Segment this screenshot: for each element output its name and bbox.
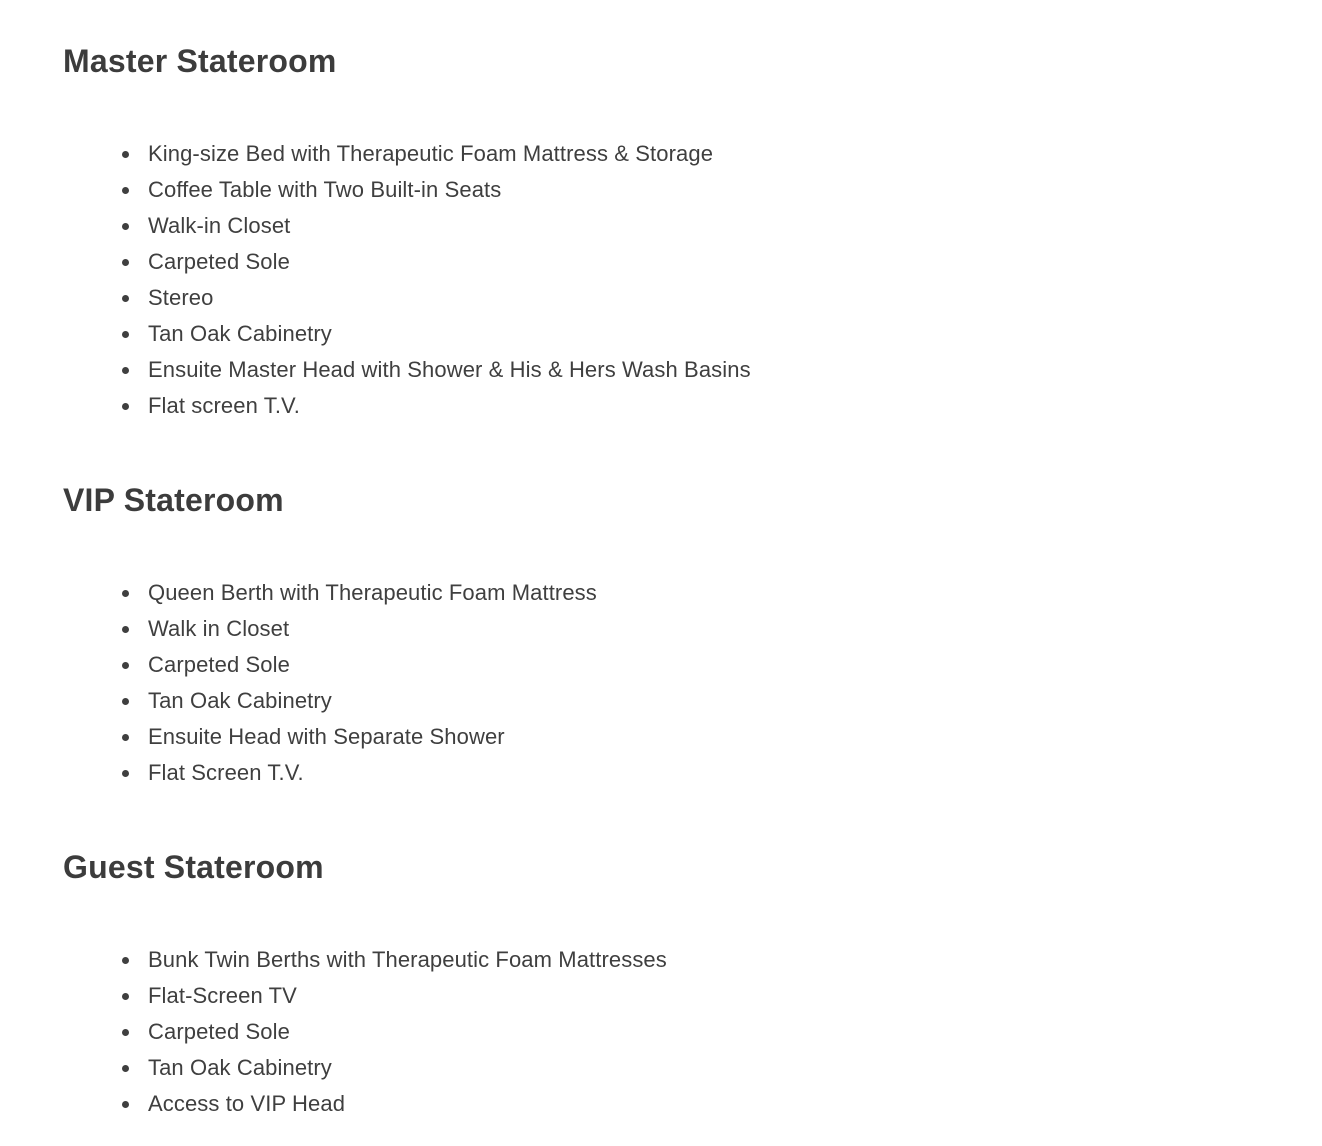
bullet-icon bbox=[122, 295, 129, 302]
feature-list-item bbox=[63, 244, 1282, 280]
feature-list-item-text: Carpeted Sole bbox=[148, 249, 290, 274]
bullet-icon bbox=[122, 770, 129, 777]
bullet-icon bbox=[122, 698, 129, 705]
feature-list-item bbox=[63, 683, 1282, 719]
bullet-icon bbox=[122, 331, 129, 338]
feature-list-item bbox=[63, 388, 1282, 424]
feature-list-item-text: Access to VIP Head bbox=[148, 1091, 346, 1116]
bullet-icon bbox=[122, 1029, 129, 1036]
feature-list-item bbox=[63, 647, 1282, 683]
feature-list-item-text: Stereo bbox=[148, 285, 214, 310]
feature-list-item-text: Carpeted Sole bbox=[148, 652, 290, 677]
feature-list-item-text: Queen Berth with Therapeutic Foam Mattress bbox=[148, 580, 597, 605]
feature-list-item bbox=[63, 352, 1282, 388]
bullet-icon bbox=[122, 151, 129, 158]
bullet-icon bbox=[122, 957, 129, 964]
feature-list-item bbox=[63, 208, 1282, 244]
feature-list-item-text: King-size Bed with Therapeutic Foam Mattress & Storage bbox=[148, 141, 714, 166]
bullet-icon bbox=[122, 403, 129, 410]
section-title: Guest Stateroom bbox=[63, 849, 324, 885]
feature-list-item-text: Flat-Screen TV bbox=[148, 983, 297, 1008]
feature-list-item-text: Walk in Closet bbox=[148, 616, 290, 641]
bullet-icon bbox=[122, 590, 129, 597]
feature-list-item-text: Tan Oak Cabinetry bbox=[148, 321, 332, 346]
feature-list-item-text: Ensuite Master Head with Shower & His & Hers Wash Basins bbox=[148, 357, 751, 382]
stateroom-section bbox=[63, 481, 1282, 791]
feature-list-item-text: Coffee Table with Two Built-in Seats bbox=[148, 177, 502, 202]
feature-list-item bbox=[63, 611, 1282, 647]
bullet-icon bbox=[122, 187, 129, 194]
feature-list-item-text: Tan Oak Cabinetry bbox=[148, 688, 332, 713]
feature-list-item-text: Bunk Twin Berths with Therapeutic Foam Mattresses bbox=[148, 947, 667, 972]
feature-list-item bbox=[63, 755, 1282, 791]
section-title: Master Stateroom bbox=[63, 43, 337, 79]
section-title: VIP Stateroom bbox=[63, 482, 284, 518]
bullet-icon bbox=[122, 1065, 129, 1072]
bullet-icon bbox=[122, 1101, 129, 1108]
bullet-icon bbox=[122, 223, 129, 230]
feature-list bbox=[63, 942, 1282, 1122]
bullet-icon bbox=[122, 259, 129, 266]
sections-container bbox=[63, 42, 1282, 1122]
feature-list-item-text: Flat Screen T.V. bbox=[148, 760, 304, 785]
feature-list-item bbox=[63, 1050, 1282, 1086]
feature-list-item-text: Walk-in Closet bbox=[148, 213, 291, 238]
bullet-icon bbox=[122, 367, 129, 374]
feature-list-item bbox=[63, 280, 1282, 316]
feature-list-item bbox=[63, 575, 1282, 611]
feature-list-item-text: Tan Oak Cabinetry bbox=[148, 1055, 332, 1080]
feature-list-item-text: Carpeted Sole bbox=[148, 1019, 290, 1044]
bullet-icon bbox=[122, 662, 129, 669]
bullet-icon bbox=[122, 993, 129, 1000]
feature-list-item bbox=[63, 172, 1282, 208]
feature-list-item bbox=[63, 978, 1282, 1014]
feature-list-item bbox=[63, 1014, 1282, 1050]
feature-list-item bbox=[63, 942, 1282, 978]
feature-list-item-text: Flat screen T.V. bbox=[148, 393, 301, 418]
stateroom-section bbox=[63, 42, 1282, 424]
feature-list-item-text: Ensuite Head with Separate Shower bbox=[148, 724, 505, 749]
feature-list-item bbox=[63, 316, 1282, 352]
bullet-icon bbox=[122, 734, 129, 741]
bullet-icon bbox=[122, 626, 129, 633]
feature-list-item bbox=[63, 719, 1282, 755]
feature-list bbox=[63, 136, 1282, 424]
feature-list-item bbox=[63, 1086, 1282, 1122]
feature-list-item bbox=[63, 136, 1282, 172]
stateroom-section bbox=[63, 848, 1282, 1122]
feature-list bbox=[63, 575, 1282, 791]
